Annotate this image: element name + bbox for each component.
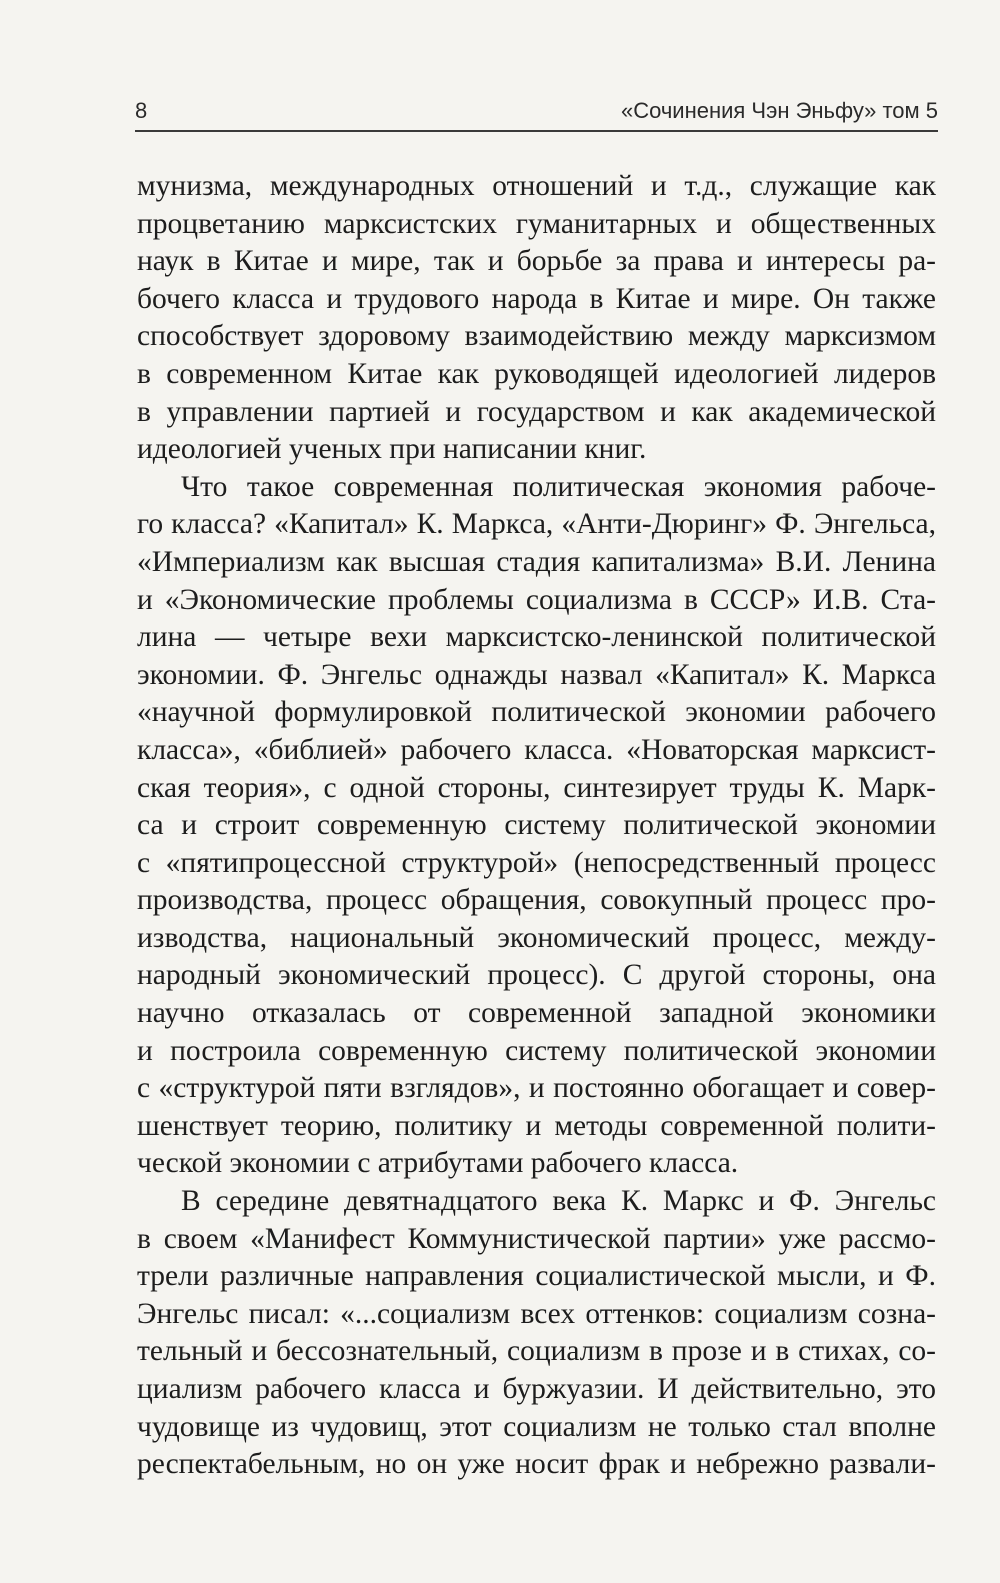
- text-line: изводства, национальный экономический процесс, между-: [137, 921, 936, 954]
- text-line: производства, процесс обращения, совокупный процесс про-: [137, 884, 936, 917]
- text-line: и «Экономические проблемы социализма в СССР» И.В. Ста-: [137, 583, 936, 616]
- text-line: процветанию марксистских гуманитарных и общественных: [137, 207, 936, 240]
- text-line: «научной формулировкой политической экономии рабочего: [137, 696, 936, 729]
- text-line: го класса? «Капитал» К. Маркса, «Анти-Дюринг» Ф. Энгельса,: [137, 508, 936, 541]
- text-line: наук в Китае и мире, так и борьбе за права и интересы ра-: [137, 245, 936, 278]
- text-line: идеологией ученых при написании книг.: [137, 433, 647, 466]
- page-number: 8: [135, 98, 148, 123]
- text-line: са и строит современную систему политической экономии: [137, 809, 936, 842]
- text-line: экономии. Ф. Энгельс однажды назвал «Капитал» К. Маркса: [137, 658, 936, 691]
- text-line: бочего класса и трудового народа в Китае и мире. Он также: [137, 282, 936, 315]
- paragraph-2: [137, 469, 936, 1183]
- text-line: шенствует теорию, политику и методы современной полити-: [137, 1109, 936, 1142]
- text-line: в управлении партией и государством и как академической: [137, 395, 936, 428]
- text-line: мунизма, международных отношений и т.д., служащие как: [137, 170, 936, 202]
- text-line: ческой экономии с атрибутами рабочего класса.: [137, 1147, 739, 1180]
- text-line: Что такое современная политическая экономия рабоче-: [181, 470, 936, 503]
- text-line: научно отказалась от современной западной экономики: [137, 997, 936, 1030]
- text-line: с «структурой пяти взглядов», и постоянно обогащает и совер-: [137, 1072, 936, 1105]
- paragraph-3: [137, 1183, 936, 1484]
- text-line: и построила современную систему политической экономии: [137, 1034, 936, 1067]
- paragraph-1: [137, 168, 936, 469]
- text-line: Энгельс писал: «...социализм всех оттенков: социализм созна-: [137, 1297, 936, 1330]
- text-line: с «пятипроцессной структурой» (непосредственный процесс: [137, 846, 936, 879]
- text-line: В середине девятнадцатого века К. Маркс и Ф. Энгельс: [181, 1185, 936, 1218]
- text-line: способствует здоровому взаимодействию между марксизмом: [137, 320, 936, 353]
- text-line: лина — четыре вехи марксистско-ленинской политической: [137, 621, 936, 654]
- text-line: народный экономический процесс). С другой стороны, она: [137, 959, 936, 992]
- text-line: тельный и бессознательный, социализм в прозе и в стихах, со-: [137, 1335, 936, 1368]
- text-line: в современном Китае как руководящей идеологией лидеров: [137, 357, 936, 390]
- text-line: респектабельным, но он уже носит фрак и небрежно развали-: [137, 1448, 936, 1481]
- text-line: ская теория», с одной стороны, синтезирует труды К. Марк-: [137, 771, 936, 804]
- text-line: трели различные направления социалистической мысли, и Ф.: [137, 1260, 936, 1293]
- body-text: [137, 168, 936, 1484]
- running-header: [135, 96, 938, 132]
- text-line: чудовище из чудовищ, этот социализм не только стал вполне: [137, 1410, 936, 1443]
- text-line: циализм рабочего класса и буржуазии. И действительно, это: [137, 1373, 936, 1405]
- text-line: в своем «Манифест Коммунистической партии» уже рассмо-: [137, 1222, 936, 1255]
- book-title: «Сочинения Чэн Эньфу» том 5: [620, 98, 938, 123]
- text-line: «Империализм как высшая стадия капитализма» В.И. Ленина: [137, 545, 936, 578]
- text-line: класса», «библией» рабочего класса. «Новаторская марксист-: [137, 733, 936, 766]
